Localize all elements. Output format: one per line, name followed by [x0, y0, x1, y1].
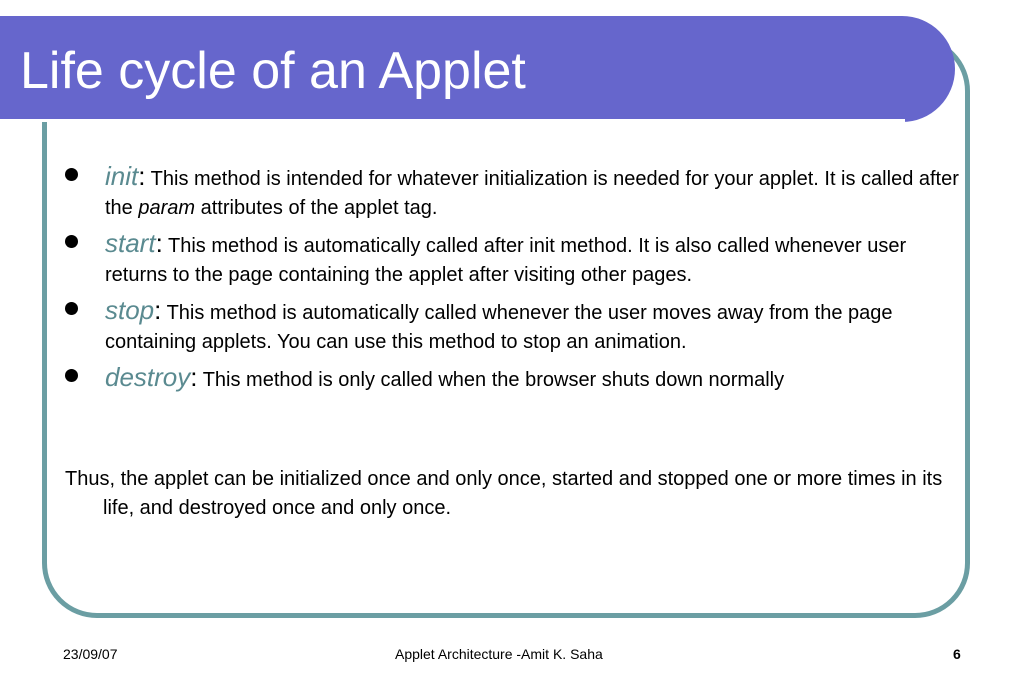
bullet-text: This method is only called when the browser shuts down normally	[197, 369, 785, 391]
page-number: 6	[953, 646, 961, 662]
bullet-dot	[65, 235, 78, 248]
bullet-emphasis: param	[138, 197, 196, 219]
term-start: start	[105, 228, 156, 258]
term-colon: :	[154, 295, 162, 325]
footer-title: Applet Architecture -Amit K. Saha	[395, 646, 603, 662]
bullet-init	[65, 162, 960, 223]
conclusion-text: Thus, the applet can be initialized once and only once, started and stopped one or more times in its life, and destroyed once and only once.	[65, 468, 943, 519]
term-colon: :	[138, 161, 146, 191]
bullet-text: This method is automatically called whenever the user moves away from the page containing applets. You can use this method to stop an animation.	[105, 302, 893, 353]
term-colon: :	[155, 228, 163, 258]
bullet-stop	[65, 296, 960, 357]
bullet-destroy	[65, 363, 960, 395]
slide-title: Life cycle of an Applet	[20, 42, 526, 100]
bullet-dot	[65, 369, 78, 382]
bullet-text: This method is intended for whatever initialization is needed for your applet. It is called after the	[105, 168, 959, 219]
term-stop: stop	[105, 295, 155, 325]
bullet-text: This method is automatically called after init method. It is also called whenever user returns to the page containing the applet after visiting other pages.	[105, 235, 907, 286]
term-destroy: destroy	[105, 362, 191, 392]
term-init: init	[105, 161, 139, 191]
footer-date: 23/09/07	[63, 646, 118, 662]
term-colon: :	[190, 362, 198, 392]
bullet-start	[65, 229, 960, 290]
bullet-dot	[65, 168, 78, 181]
bullet-dot	[65, 302, 78, 315]
title-underline	[0, 119, 905, 122]
bullet-text-after: attributes of the applet tag.	[195, 197, 438, 219]
slide-content	[65, 162, 960, 523]
